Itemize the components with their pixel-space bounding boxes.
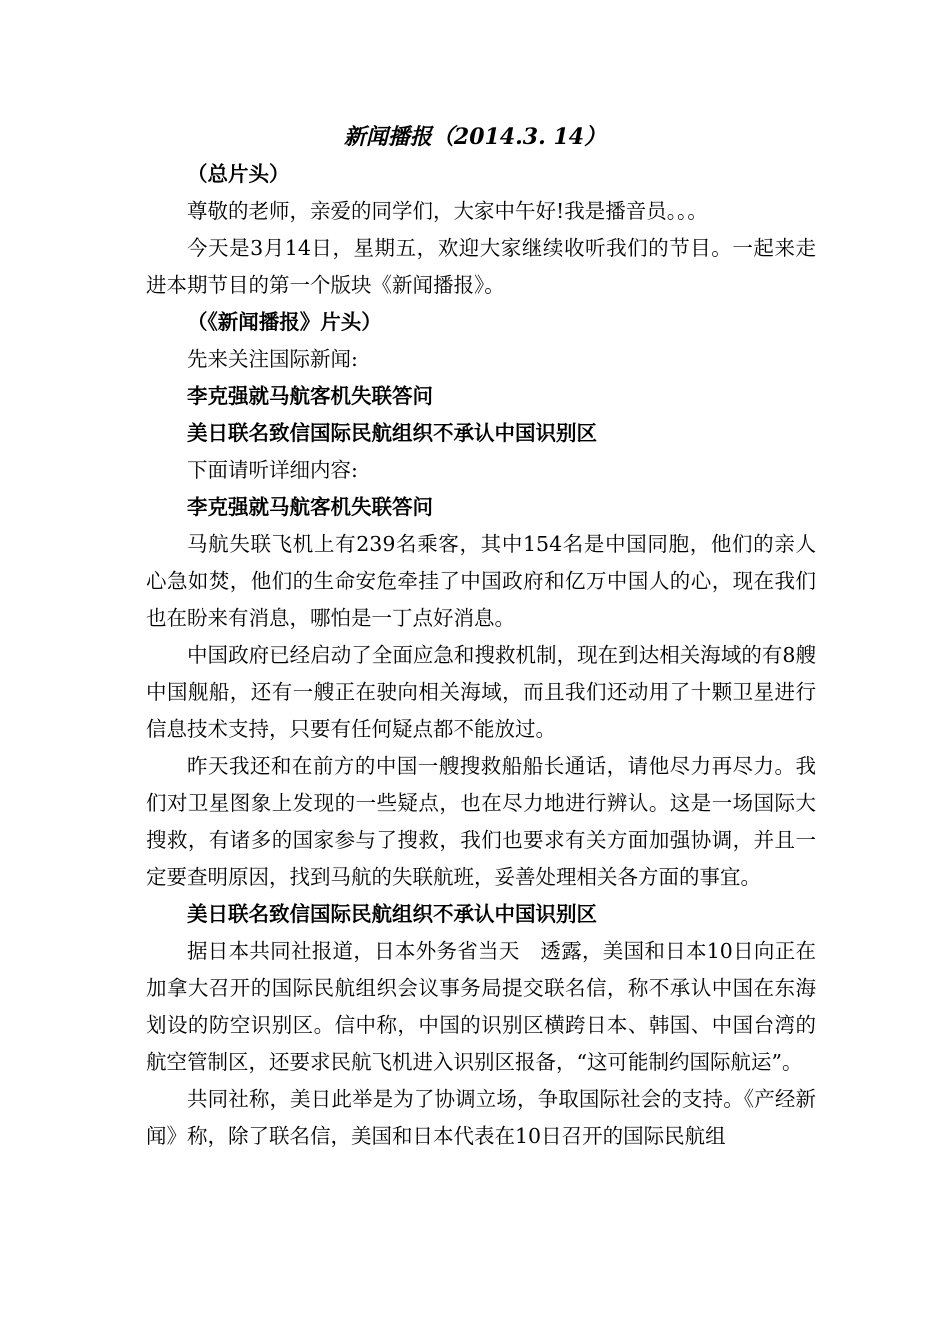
heading-paragraph: 美日联名致信国际民航组织不承认中国识别区 [187,421,597,445]
body-paragraph: 昨天我还和在前方的中国一艘搜救船船长通话，请他尽力再尽力。我们对卫星图象上发现的一些疑点，也在尽力地进行辨认。这是一场国际大搜救，有诸多的国家参与了搜救，我们也要求有关方面加强协调，并且一定要查明原因，找到马航的失联航班，妥善处理相关各方面的事宜。 [146,754,816,889]
body-paragraph: 下面请听详细内容: [187,458,358,482]
body-paragraph: 今天是3月14日，星期五，欢迎大家继续收听我们的节目。一起来走进本期节目的第一个版块《新闻播报》。 [146,236,816,297]
document-body [146,156,816,1155]
heading-paragraph: 美日联名致信国际民航组织不承认中国识别区 [187,902,597,926]
body-paragraph: 尊敬的老师，亲爱的同学们，大家中午好!我是播音员。。。 [187,199,708,223]
heading-paragraph: 李克强就马航客机失联答问 [187,495,433,519]
body-paragraph: 据日本共同社报道，日本外务省当天 透露，美国和日本10日向正在加拿大召开的国际民航组织会议事务局提交联名信，称不承认中国在东海划设的防空识别区。信中称，中国的识别区横跨日本、韩国、中国台湾的航空管制区，还要求民航飞机进入识别区报备，“这可能制约国际航运”。 [146,939,816,1074]
body-paragraph: 中国政府已经启动了全面应急和搜救机制，现在到达相关海域的有8艘中国舰船，还有一艘正在驶向相关海域，而且我们还动用了十颗卫星进行信息技术支持，只要有任何疑点都不能放过。 [146,643,816,741]
heading-paragraph: （《新闻播报》片头） [187,310,382,334]
heading-paragraph: （总片头） [187,162,290,186]
document-title: 新闻播报（2014.3. 14） [343,124,607,150]
body-paragraph: 马航失联飞机上有239名乘客，其中154名是中国同胞，他们的亲人心急如焚，他们的生命安危牵挂了中国政府和亿万中国人的心，现在我们也在盼来有消息，哪怕是一丁点好消息。 [146,532,816,630]
body-paragraph: 共同社称，美日此举是为了协调立场，争取国际社会的支持。《产经新闻》称，除了联名信，美国和日本代表在10日召开的国际民航组 [146,1087,816,1148]
body-paragraph: 先来关注国际新闻: [187,347,358,371]
heading-paragraph: 李克强就马航客机失联答问 [187,384,433,408]
